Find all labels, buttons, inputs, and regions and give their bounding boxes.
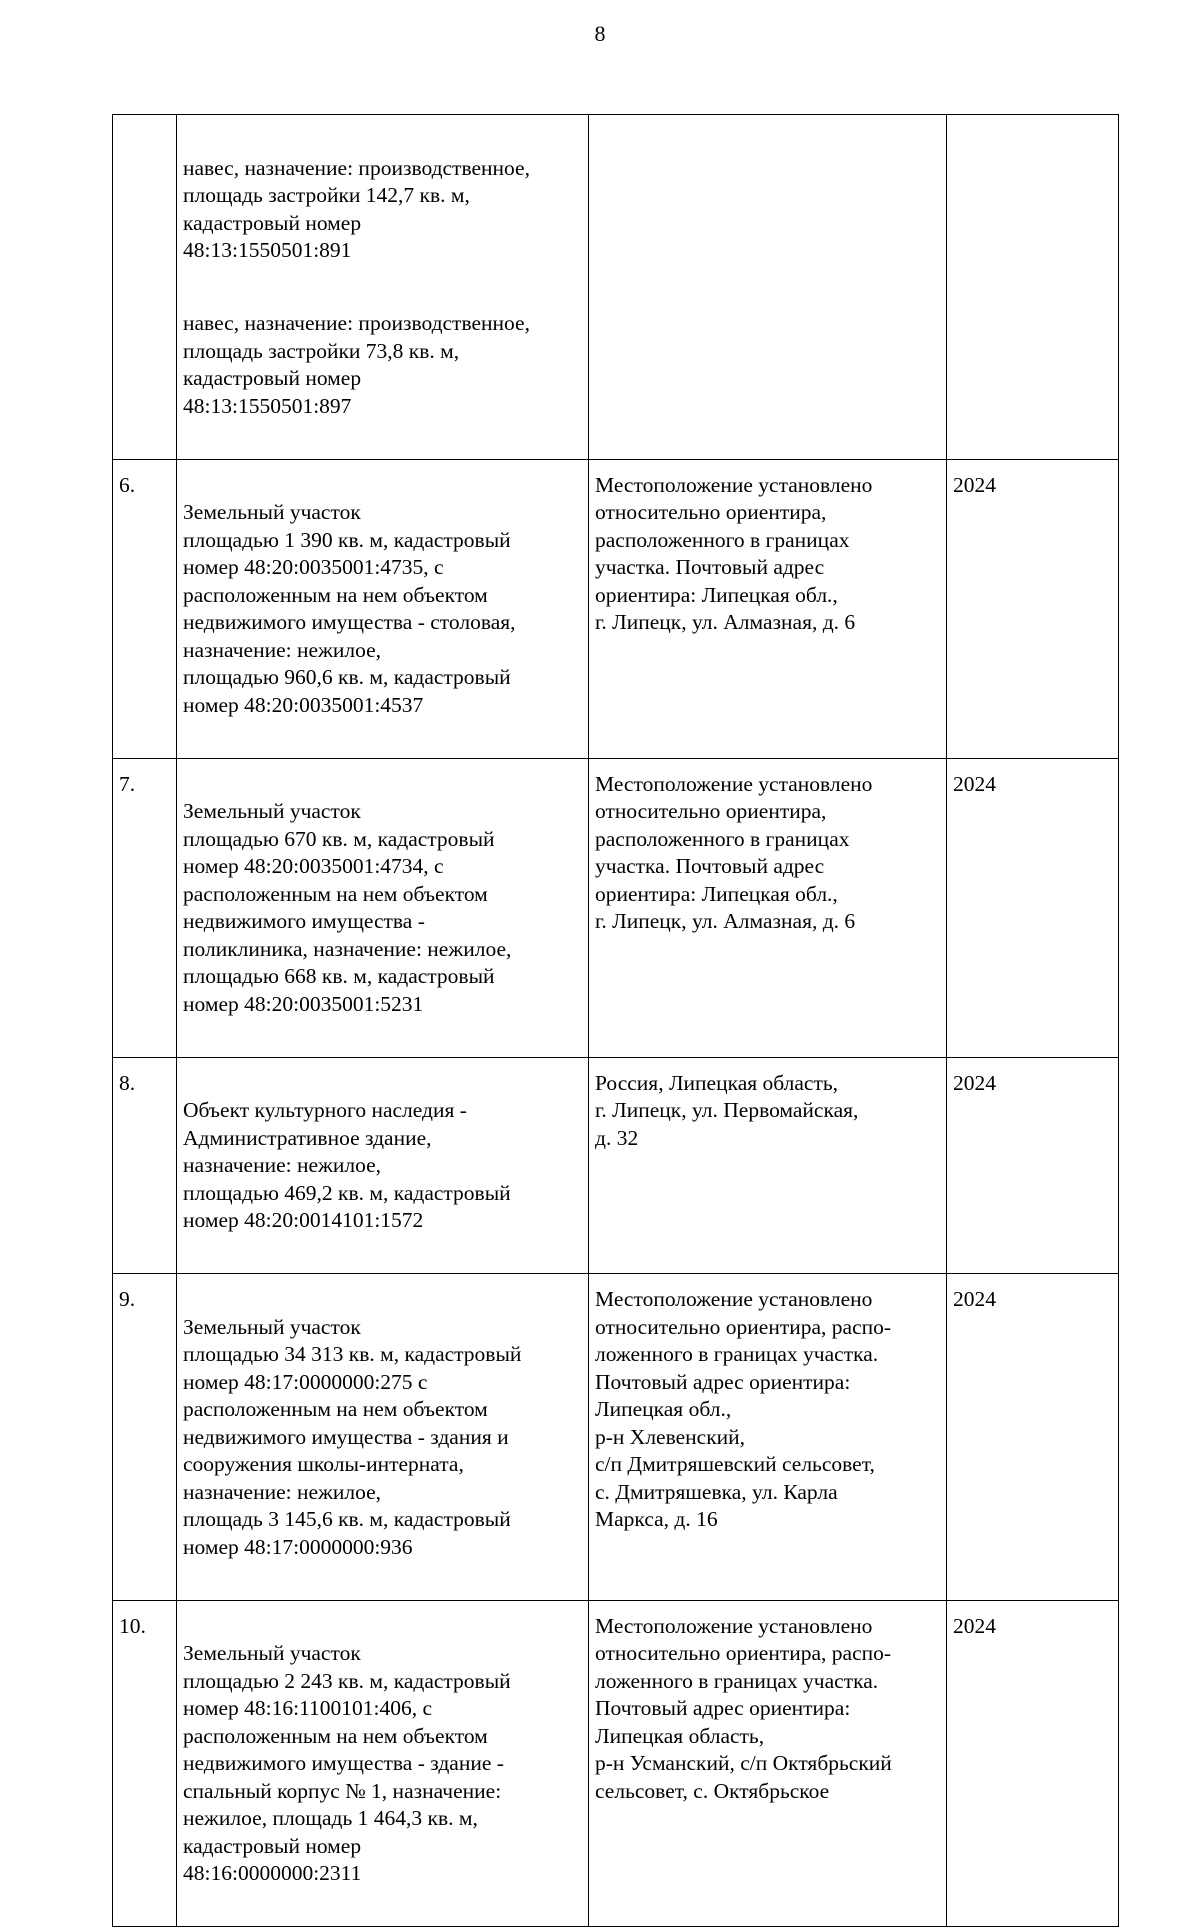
object-description-paragraph: Земельный участок площадью 2 243 кв. м, кадастровый номер 48:16:1100101:406, с расположенным на нем объектом недвижимого имущества - здание - спальный корпус № 1, назначение: нежилое, площадь 1 464,3 кв. м, кадастровый номер 48:16:0000000:2311: [183, 1641, 511, 1885]
address-cell: Местоположение установлено относительно ориентира, расположенного в границах участка. Почтовый адрес ориентира: Липецкая обл., г. Липецк, ул. Алмазная, д. 6: [589, 459, 947, 758]
address-cell: Россия, Липецкая область, г. Липецк, ул. Первомайская, д. 32: [589, 1057, 947, 1274]
property-table: [112, 114, 1119, 1927]
table-row: [113, 459, 1119, 758]
address-cell: [589, 115, 947, 460]
address-cell: Местоположение установлено относительно ориентира, распо- ложенного в границах участка. Почтовый адрес ориентира: Липецкая обл., р-н Хлевенский, с/п Дмитряшевский сельсовет, с. Дмитряшевка, ул. Карла Маркса, д. 16: [589, 1274, 947, 1601]
year-cell: 2024: [947, 1057, 1119, 1274]
year-cell: 2024: [947, 1600, 1119, 1927]
table-row: [113, 1057, 1119, 1274]
object-description-cell: [177, 1057, 589, 1274]
year-cell: 2024: [947, 1274, 1119, 1601]
object-description-paragraph: Земельный участок площадью 670 кв. м, кадастровый номер 48:20:0035001:4734, с расположенным на нем объектом недвижимого имущества - поликлиника, назначение: нежилое, площадью 668 кв. м, кадастровый номер 48:20:0035001:5231: [183, 799, 512, 1016]
table-row: [113, 1274, 1119, 1601]
address-cell: Местоположение установлено относительно ориентира, распо- ложенного в границах участка. Почтовый адрес ориентира: Липецкая область, р-н Усманский, с/п Октябрьский сельсовет, с. Октябрьское: [589, 1600, 947, 1927]
year-cell: 2024: [947, 758, 1119, 1057]
year-cell: 2024: [947, 459, 1119, 758]
row-number-cell: 6.: [113, 459, 177, 758]
object-description-cell: [177, 1274, 589, 1601]
object-description-paragraph: Земельный участок площадью 34 313 кв. м, кадастровый номер 48:17:0000000:275 с расположенным на нем объектом недвижимого имущества - здания и сооружения школы-интерната, назначение: нежилое, площадь 3 145,6 кв. м, кадастровый номер 48:17:0000000:936: [183, 1314, 522, 1559]
address-cell: Местоположение установлено относительно ориентира, расположенного в границах участка. Почтовый адрес ориентира: Липецкая обл., г. Липецк, ул. Алмазная, д. 6: [589, 758, 947, 1057]
row-number-cell: 7.: [113, 758, 177, 1057]
row-number-cell: 9.: [113, 1274, 177, 1601]
table-row: [113, 1600, 1119, 1927]
object-description-paragraph: Объект культурного наследия - Административное здание, назначение: нежилое, площадью 469,2 кв. м, кадастровый номер 48:20:0014101:1572: [183, 1098, 511, 1232]
object-description-cell: [177, 1600, 589, 1927]
object-description-cell: [177, 115, 589, 460]
object-description-paragraph: навес, назначение: производственное, площадь застройки 73,8 кв. м, кадастровый номер 48:13:1550501:897: [183, 311, 530, 418]
object-description-cell: [177, 758, 589, 1057]
object-description-cell: [177, 459, 589, 758]
row-number-cell: [113, 115, 177, 460]
table-row: [113, 115, 1119, 460]
year-cell: [947, 115, 1119, 460]
object-description-paragraph: Земельный участок площадью 1 390 кв. м, кадастровый номер 48:20:0035001:4735, с расположенным на нем объектом недвижимого имущества - столовая, назначение: нежилое, площадью 960,6 кв. м, кадастровый номер 48:20:0035001:4537: [183, 500, 516, 717]
row-number-cell: 10.: [113, 1600, 177, 1927]
page-number: 8: [594, 21, 606, 46]
row-number-cell: 8.: [113, 1057, 177, 1274]
table-row: [113, 758, 1119, 1057]
object-description-paragraph: навес, назначение: производственное, площадь застройки 142,7 кв. м, кадастровый номер 48:13:1550501:891: [183, 155, 530, 262]
